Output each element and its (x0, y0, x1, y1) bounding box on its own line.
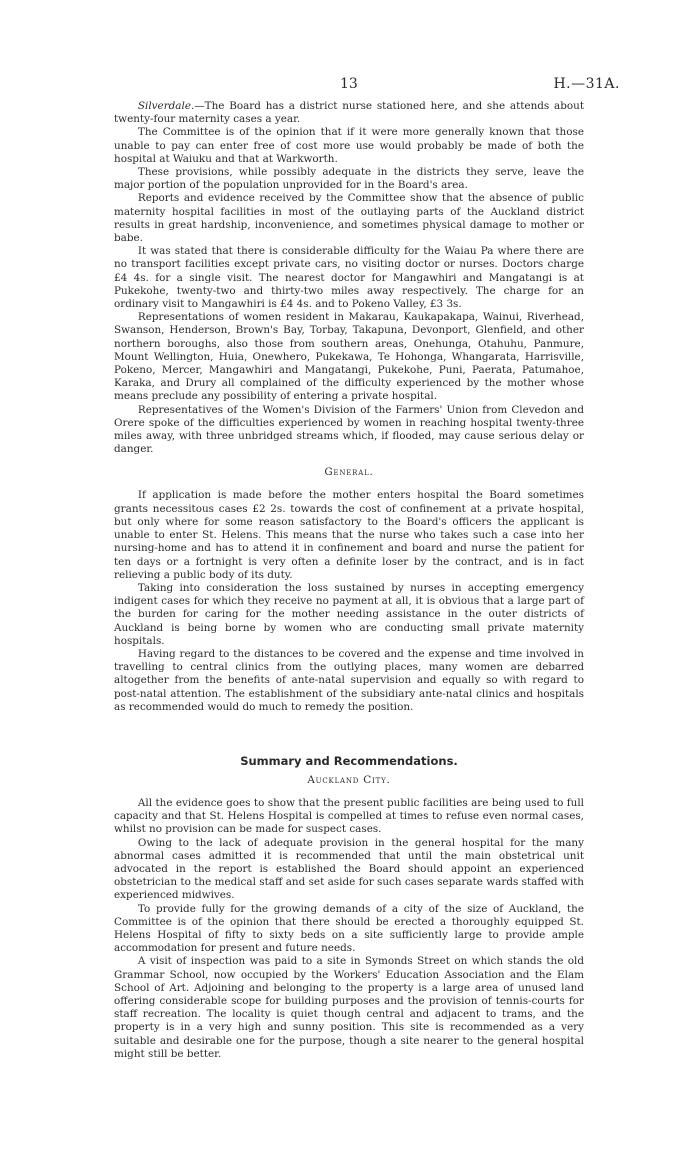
paragraph: It was stated that there is considerable difficulty for the Waiau Pa where there are no transport facilities except private cars, no visiting doctor or nurses. Doctors charge £4 4s. for a single visit. The nearest doctor for Mangawhiri and Mangatangi is at Pukekohe, twenty-two and thirty-two miles away respectively. The charge for an ordinary visit to Mangawhiri is £4 4s. and to Pokeno Valley, £3 3s. (114, 245, 584, 311)
paragraph: Reports and evidence received by the Committee show that the absence of public maternity hospital facilities in most of the outlaying parts of the Auckland district results in great hardship, inconvenience, and sometimes physical damage to mother or babe. (114, 192, 584, 245)
paragraph: All the evidence goes to show that the present public facilities are being used to full capacity and that St. Helens Hospital is compelled at times to refuse even normal cases, whilst no provision can be made for suspect cases. (114, 796, 584, 836)
paragraph: Representatives of the Women's Division of the Farmers' Union from Clevedon and Orere spoke of the difficulties experienced by women in reaching hospital twenty-three miles away, with three unbridged streams which, if flooded, may cause serious delay or danger. (114, 403, 584, 456)
paragraph: A visit of inspection was paid to a site in Symonds Street on which stands the old Grammar School, now occupied by the Workers' Education Association and the Elam School of Art. Adjoining and belonging to the property is a large area of unused land offering considerable scope for building purposes and the provision of tennis-courts for staff recreation. The locality is quiet though central and adjacent to trams, and the property is in a very high and sunny position. This site is recommended as a very suitable and desirable one for the purpose, though a site nearer to the general hospital might still be better. (114, 955, 584, 1060)
paragraph: Owing to the lack of adequate provision in the general hospital for the many abnormal cases admitted it is recommended that until the main obstetrical unit advocated in the report is established the Board should appoint an experienced obstetrician to the medical staff and set aside for such cases separate wards staffed with experienced midwives. (114, 836, 584, 902)
paragraph-text: —The Board has a district nurse stationed here, and she attends about twenty-four maternity cases a year. (114, 100, 584, 126)
document-body (114, 100, 584, 1061)
paragraph: The Committee is of the opinion that if it were more generally known that those unable to pay can enter free of cost more use would probably be made of both the hospital at Waiuku and that at Warkworth. (114, 126, 584, 165)
document-reference: H.—31A. (553, 76, 620, 92)
page-header (0, 76, 700, 96)
paragraph: Representations of women resident in Makarau, Kaukapakapa, Wainui, Riverhead, Swanson, Henderson, Brown's Bay, Torbay, Takapuna, Devonport, Glenfield, and other northern boroughs, also those from southern areas, Onehunga, Otahuhu, Panmure, Mount Wellington, Huia, Onewhero, Pukekawa, Te Hohonga, Whangarata, Harrisville, Pokeno, Mercer, Mangawhiri and Mangatangi, Pukekohe, Puni, Paerata, Patumahoe, Karaka, and Drury all complained of the difficulty experienced by the mother whose means preclude any possibility of entering a private hospital. (114, 311, 584, 403)
paragraph-silverdale (114, 100, 584, 126)
subsection-heading-auckland-city: Auckland City. (307, 773, 391, 786)
paragraph: Taking into consideration the loss sustained by nurses in accepting emergency indigent cases for which they receive no payment at all, it is obvious that a large part of the burden for caring for the mother needing assistance in the outer districts of Auckland is being borne by women who are conducting small private maternity hospitals. (114, 581, 584, 647)
section-heading-summary: Summary and Recommendations. (240, 753, 458, 768)
paragraph: Having regard to the distances to be covered and the expense and time involved in travelling to central clinics from the outlying places, many women are debarred altogether from the benefits of ante-natal supervision and equally so with regard to post-natal attention. The establishment of the subsidiary ante-natal clinics and hospitals as recommended would do much to remedy the position. (114, 647, 584, 713)
paragraph: To provide fully for the growing demands of a city of the size of Auckland, the Committee is of the opinion that there should be erected a thoroughly equipped St. Helens Hospital of fifty to sixty beds on a site sufficiently large to provide ample accommodation for present and future needs. (114, 902, 584, 955)
page-number: 13 (340, 76, 358, 92)
paragraph: These provisions, while possibly adequate in the districts they serve, leave the major portion of the population unprovided for in the Board's area. (114, 166, 584, 192)
section-heading-general: General. (324, 466, 374, 479)
paragraph-lead: Silverdale. (137, 100, 195, 112)
paragraph: If application is made before the mother enters hospital the Board sometimes grants necessitous cases £2 2s. towards the cost of confinement at a private hospital, but only where for some reason satisfactory to the Board's officers the applicant is unable to enter St. Helens. This means that the nurse who takes such a case into her nursing-home and has to attend it in confinement and board and nurse the patient for ten days or a fortnight is very often a definite loser by the contract, and is in fact relieving a public body of its duty. (114, 489, 584, 581)
